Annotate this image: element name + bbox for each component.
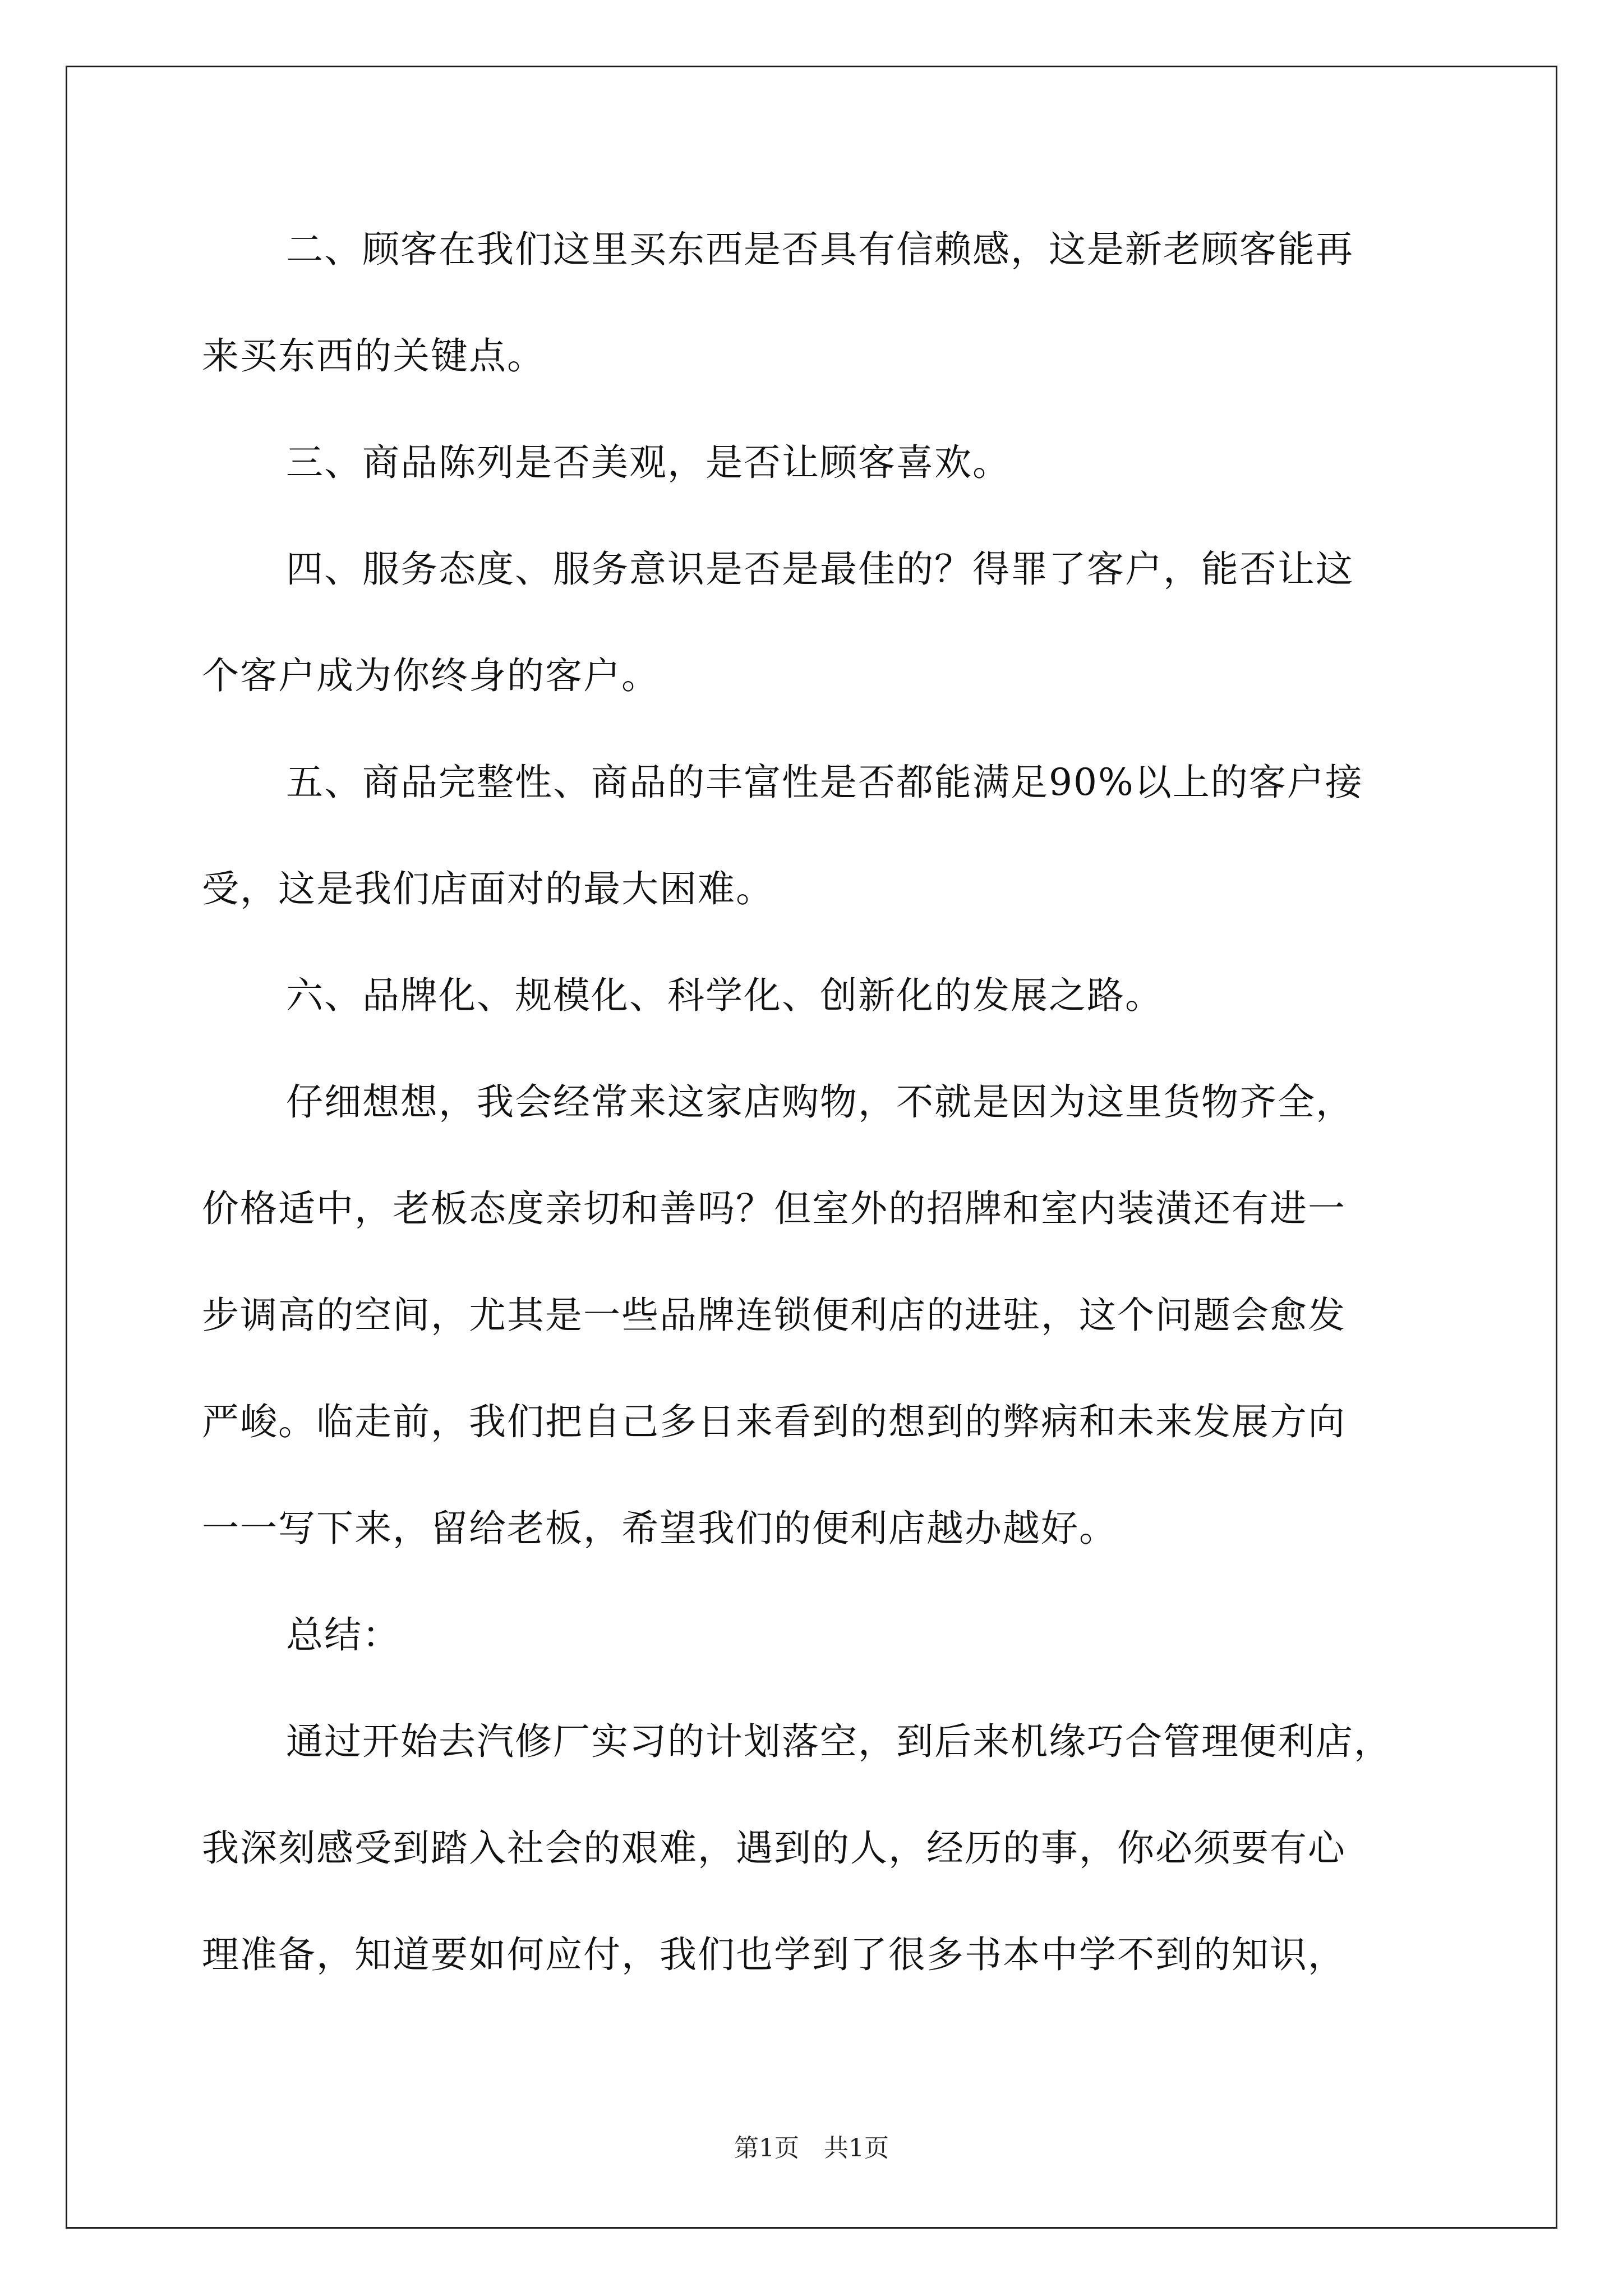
page-number-label: 第1页 共1页	[734, 2134, 889, 2162]
text-line: 四、服务态度、服务意识是否是最佳的？得罪了客户，能否让这	[286, 547, 1354, 591]
text-line: 严峻。临走前，我们把自己多日来看到的想到的弊病和未来发展方向	[202, 1400, 1346, 1443]
page-footer	[0, 2132, 1623, 2165]
text-line: 步调高的空间，尤其是一些品牌连锁便利店的进驻，这个问题会愈发	[202, 1294, 1346, 1337]
text-line: 理准备，知道要如何应付，我们也学到了很多书本中学不到的知识，	[202, 1933, 1346, 1976]
text-line: 个客户成为你终身的客户。	[202, 654, 660, 697]
text-line: 一一写下来，留给老板，希望我们的便利店越办越好。	[202, 1507, 1117, 1550]
document-body	[202, 216, 1436, 2028]
text-line: 六、品牌化、规模化、科学化、创新化的发展之路。	[286, 974, 1163, 1017]
text-line: 来买东西的关键点。	[202, 334, 545, 378]
text-line: 通过开始去汽修厂实习的计划落空，到后来机缘巧合管理便利店，	[286, 1720, 1392, 1763]
section-heading: 总结：	[286, 1613, 400, 1657]
text-line: 五、商品完整性、商品的丰富性是否都能满足90%以上的客户接	[286, 761, 1363, 804]
text-line: 二、顾客在我们这里买东西是否具有信赖感，这是新老顾客能再	[286, 228, 1354, 271]
text-line: 价格适中，老板态度亲切和善吗？但室外的招牌和室内装潢还有进一	[202, 1187, 1346, 1230]
text-line: 仔细想想，我会经常来这家店购物，不就是因为这里货物齐全，	[286, 1080, 1354, 1124]
text-line: 受，这是我们店面对的最大困难。	[202, 867, 774, 910]
text-line: 我深刻感受到踏入社会的艰难，遇到的人，经历的事，你必须要有心	[202, 1826, 1346, 1870]
text-line: 三、商品陈列是否美观，是否让顾客喜欢。	[286, 441, 1011, 484]
